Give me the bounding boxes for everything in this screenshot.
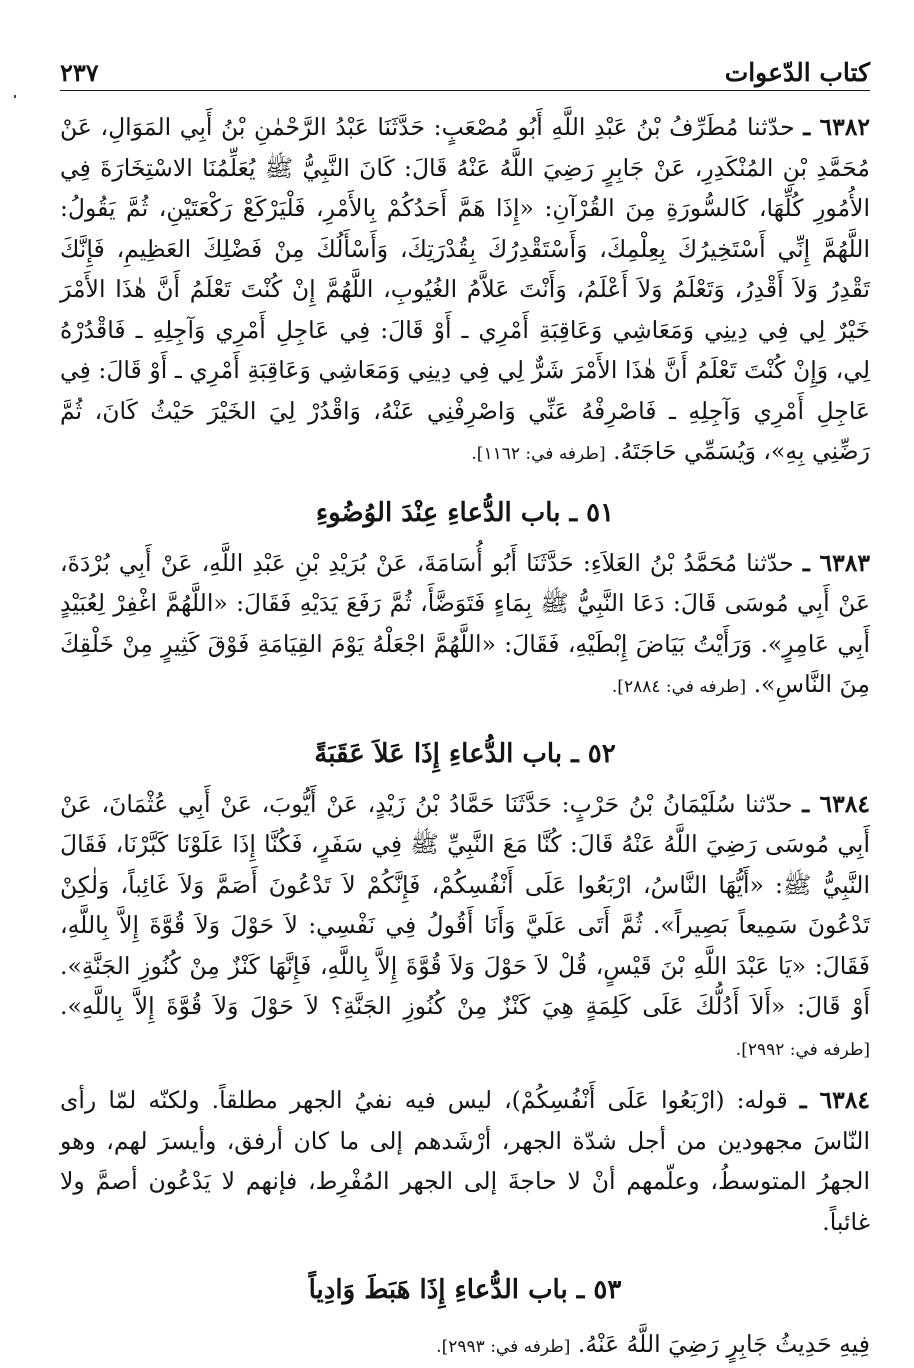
hadith-number: ٦٣٨٢ ـ xyxy=(803,113,870,141)
hadith-text: حدّثنا مُحَمَّدُ بْنُ العَلاَءِ: حَدَّثَنَا أَبُو أُسَامَةَ، عَنْ بُرَيْدِ بْنِ عَبْدِ اللَّهِ، عَنْ أَبِي بُرْدَةَ، عَنْ أَبِي مُوسَى قَالَ: دَعَا النَّبِيُّ ﷺ بِمَاءٍ فَتَوَضَّأَ، ثُمَّ رَفَعَ يَدَيْهِ فَقَالَ: «اللَّهُمَّ اغْفِرْ لِعُبَيْدٍ أَبِي عَامِرٍ». وَرَأَيْتُ بَيَاضَ إِبْطَيْهِ، فَقَالَ: «اللَّهُمَّ اجْعَلْهُ يَوْمَ القِيَامَةِ فَوْقَ كَثِيرٍ مِنْ خَلْقِكَ مِنَ النَّاسِ». xyxy=(60,548,870,698)
cross-reference: [طرفه في: ١١٦٢]. xyxy=(471,444,606,464)
running-header xyxy=(60,50,870,91)
hadith-number: ٦٣٨٤ ـ xyxy=(802,789,870,818)
commentary-6384 xyxy=(60,1080,870,1242)
chapter-53-note xyxy=(60,1324,870,1368)
commentary-number: ٦٣٨٤ ـ xyxy=(799,1086,870,1114)
chapter-heading-53: ٥٣ ـ باب الدُّعاءِ إِذَا هَبَطَ وَادِياً xyxy=(308,1275,622,1305)
chapter-heading-51: ٥١ ـ باب الدُّعاءِ عِنْدَ الوُضُوءِ xyxy=(315,497,615,528)
hadith-6384 xyxy=(60,784,870,1071)
cross-reference: [طرفه في: ٢٩٩٣]. xyxy=(436,1337,571,1357)
hadith-text: حدّثنا مُطَرِّفُ بْنُ عَبْدِ اللَّهِ أَبُو مُصْعَبٍ: حَدَّثَنَا عَبْدُ الرَّحْمٰنِ بْنُ أَبِي المَوَالِ، عَنْ مُحَمَّدِ بْنِ المُنْكَدِرِ، عَنْ جَابِرٍ رَضِيَ اللَّهُ عَنْهُ قَالَ: كَانَ النَّبِيُّ ﷺ يُعَلِّمُنَا الاسْتِخَارَةَ فِي الأُمُورِ كُلِّهَا، كَالسُّورَةِ مِنَ القُرْآنِ: «إِذَا هَمَّ أَحَدُكُمْ بِالأَمْرِ، فَلْيَرْكَعْ رَكْعَتَيْنِ، ثُمَّ يَقُولُ: اللَّهُمَّ إِنِّي أَسْتَخِيرُكَ بِعِلْمِكَ، وَأَسْتَقْدِرُكَ بِقُدْرَتِكَ، وَأَسْأَلُكَ مِنْ فَضْلِكَ العَظِيمِ، فَإِنَّكَ تَقْدِرُ وَلاَ أَقْدِرُ، وَتَعْلَمُ وَلاَ أَعْلَمُ، وَأَنْتَ عَلاَّمُ الغُيُوبِ، اللَّهُمَّ إِنْ كُنْتَ تَعْلَمُ أَنَّ هٰذَا الأَمْرَ خَيْرٌ لِي فِي دِينِي وَمَعَاشِي وَعَاقِبَةِ أَمْرِي ـ أَوْ قَالَ: فِي عَاجِلِ أَمْرِي وَآجِلِهِ ـ فَاقْدُرْهُ لِي، وَإِنْ كُنْتَ تَعْلَمُ أَنَّ هٰذَا الأَمْرَ شَرٌّ لِي فِي دِينِي وَمَعَاشِي وَعَاقِبَةِ أَمْرِي ـ أَوْ قَالَ: فِي عَاجِلِ أَمْرِي وَآجِلِهِ ـ فَاصْرِفْهُ عَنِّي وَاصْرِفْنِي عَنْهُ، وَاقْدُرْ لِيَ الخَيْرَ حَيْثُ كَانَ، ثُمَّ رَضِّنِي بِهِ»، وَيُسَمِّي حَاجَتَهُ. xyxy=(60,113,870,465)
note-text: فِيهِ حَدِيثُ جَابِرٍ رَضِيَ اللَّهُ عَنْهُ. xyxy=(577,1330,870,1358)
book-page xyxy=(60,50,870,1368)
hadith-6383 xyxy=(60,543,870,708)
hadith-text: حدّثنا سُلَيْمَانُ بْنُ حَرْبٍ: حَدَّثَنَا حَمَّادُ بْنُ زَيْدٍ، عَنْ أَيُّوبَ، عَنْ أَبِي عُثْمَانَ، عَنْ أَبِي مُوسَى رَضِيَ اللَّهُ عَنْهُ قَالَ: كُنَّا مَعَ النَّبِيِّ ﷺ فِي سَفَرٍ، فَكُنَّا إِذَا عَلَوْنَا كَبَّرْنَا، فَقَالَ النَّبِيُّ ﷺ: «أَيُّهَا النَّاسُ، ارْبَعُوا عَلَى أَنْفُسِكُمْ، فَإِنَّكُمْ لاَ تَدْعُونَ أَصَمَّ وَلاَ غَائِباً، وَلٰكِنْ تَدْعُونَ سَمِيعاً بَصِيراً». ثُمَّ أَتَى عَلَيَّ وَأَنَا أَقُولُ فِي نَفْسِي: لاَ حَوْلَ وَلاَ قُوَّةَ إِلاَّ بِاللَّهِ، فَقَالَ: «يَا عَبْدَ اللَّهِ بْنَ قَيْسٍ، قُلْ لاَ حَوْلَ وَلاَ قُوَّةَ إِلاَّ بِاللَّهِ، فَإِنَّهَا كَنْزٌ مِنْ كُنُوزِ الجَنَّةِ». أَوْ قَالَ: «أَلاَ أَدُلُّكَ عَلَى كَلِمَةٍ هِيَ كَنْزٌ مِنْ كُنُوزِ الجَنَّةِ؟ لاَ حَوْلَ وَلاَ قُوَّةَ إِلاَّ بِاللَّهِ». xyxy=(60,789,870,1020)
book-title: كتاب الدّعوات xyxy=(724,58,870,87)
commentary-text: قوله: (ارْبَعُوا عَلَى أَنْفُسِكُمْ)، ليس فيه نفيُ الجهر مطلقاً. ولكنّه لمّا رأى النّاسَ مجهودين من أجل شدّة الجهر، أرْشَدهم إلى ما كان أرفق، وأيسرَ لهم، وهو الجهرُ المتوسطُ، وعلّمهم أنْ لا حاجةَ إلى الجهر المُفْرِط، فإنهم لا يَدْعُون أصمَّ ولا غائباً. xyxy=(60,1086,870,1236)
scan-speck xyxy=(14,95,16,98)
cross-reference: [طرفه في: ٢٨٨٤]. xyxy=(611,677,747,697)
page-number: ٢٣٧ xyxy=(60,58,99,87)
hadith-number: ٦٣٨٣ ـ xyxy=(802,548,870,577)
hadith-6382 xyxy=(60,107,870,475)
chapter-heading-52: ٥٢ ـ باب الدُّعاءِ إِذَا عَلاَ عَقَبَةً xyxy=(314,738,616,769)
cross-reference: [طرفه في: ٢٩٩٢]. xyxy=(735,1039,870,1060)
